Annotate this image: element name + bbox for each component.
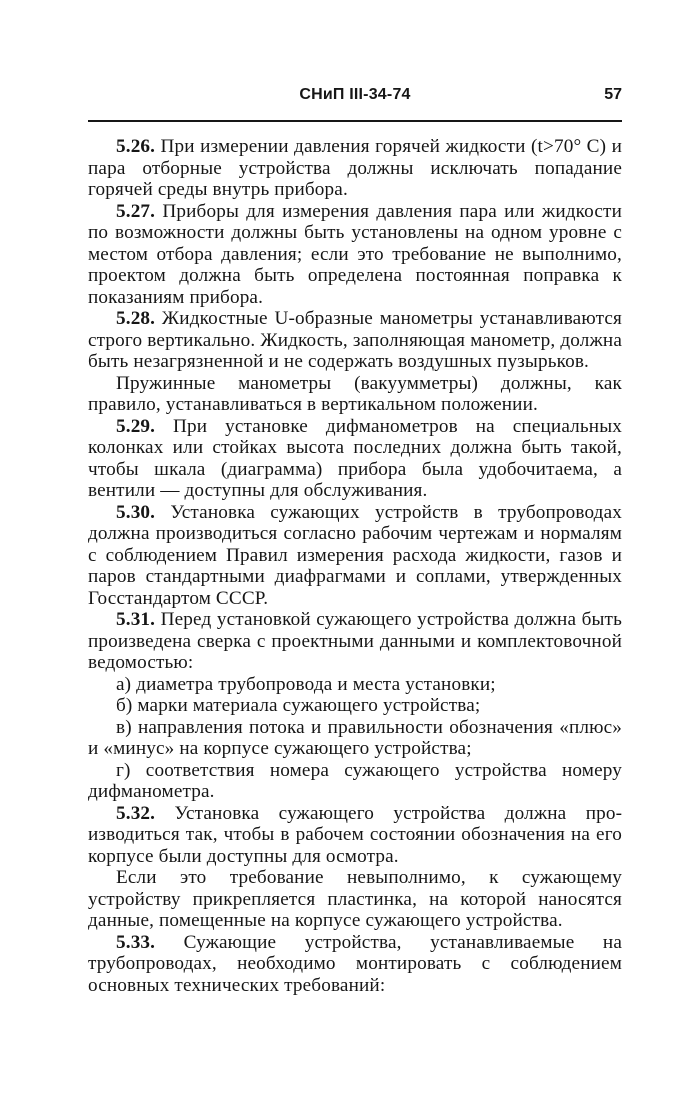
list-item-g: г) соответствия номера сужающего устройства номеру дифманометра. [88, 759, 622, 802]
paragraph-text: Перед установкой сужающего устройства должна быть произведена сверка с проектными данными и комплектовочной ведомостью: [88, 609, 622, 673]
paragraph-text: При установке дифманометров на специальных колонках или стойках высота последних должна быть такой, чтобы шкала (диаграмма) прибора была удобочитаема, а вентили — доступны для обслуживания. [88, 415, 622, 501]
clause-number: 5.32. [116, 802, 156, 824]
paragraph-5-26 [88, 136, 622, 201]
page-number: 57 [604, 86, 622, 103]
paragraph-5-33 [88, 932, 622, 997]
clause-number: 5.28. [116, 308, 156, 329]
page-header [88, 82, 622, 112]
document-page [88, 82, 622, 996]
paragraph-5-32 [88, 803, 622, 868]
paragraph-text: Пружинные манометры (вакуумметры) должны, как правило, устанавливаться в вертикальном положении. [88, 372, 622, 415]
clause-number: 5.27. [116, 200, 156, 222]
paragraph-plate [88, 867, 622, 932]
list-item-a: а) диаметра трубопровода и места установки; [116, 673, 496, 695]
running-title: СНиП III-34-74 [299, 86, 411, 103]
paragraph-text: При измерении давления горячей жидкости (t>70° С) и пара отборные устройства должны исключать попадание горячей среды внутрь прибора. [88, 136, 622, 200]
paragraph-text: Установка сужающего устройства должна производиться так, чтобы в рабочем состоянии обозначения на его корпусе были доступны для осмотра. [88, 802, 622, 867]
clause-number: 5.33. [116, 931, 156, 953]
paragraph-5-30 [88, 502, 622, 610]
paragraph-5-27 [88, 201, 622, 309]
paragraph-5-28 [88, 308, 622, 373]
paragraph-text: Если это требование невыполнимо, к сужающему устройству прикрепляется пластинка, на которой наносятся данные, помещенные на корпусе сужающего устройства. [88, 867, 622, 931]
paragraph-spring-gauges [88, 373, 622, 416]
clause-number: 5.26. [116, 136, 156, 157]
paragraph-5-29 [88, 416, 622, 502]
header-rule [88, 120, 622, 122]
paragraph-text: Сужающие устройства, устанавливаемые на трубопроводах, необходимо монтировать с соблюдением основных технических требований: [88, 931, 622, 996]
paragraph-5-31 [88, 609, 622, 674]
paragraph-text: Жидкостные U-образные манометры устанавливаются строго вертикально. Жидкость, заполняющая манометр, должна быть незагрязненной и не содержать воздушных пузырьков. [88, 308, 622, 372]
list-item-b: б) марки материала сужающего устройства; [116, 695, 481, 716]
paragraph-text: Приборы для измерения давления пара или жидкости по возможности должны быть установлены на одном уровне с местом отбора давления; если это требование не выполнимо, проектом должна быть определена постоянная поправка к показаниям прибора. [88, 200, 622, 308]
clause-number: 5.30. [116, 501, 156, 523]
paragraph-text: Установка сужающих устройств в трубопроводах должна производиться согласно рабочим чертежам и нормалям с соблюдением Правил измерения расхода жидкости, газов и паров стандартными диафрагмами и соплами, утвержденных Госстандартом СССР. [88, 501, 622, 609]
list-item-v: в) направления потока и правильности обозначения «плюс» и «минус» на корпусе сужающего устройства; [88, 716, 622, 759]
body-text [88, 136, 622, 996]
clause-number: 5.31. [116, 609, 156, 630]
clause-number: 5.29. [116, 415, 156, 437]
